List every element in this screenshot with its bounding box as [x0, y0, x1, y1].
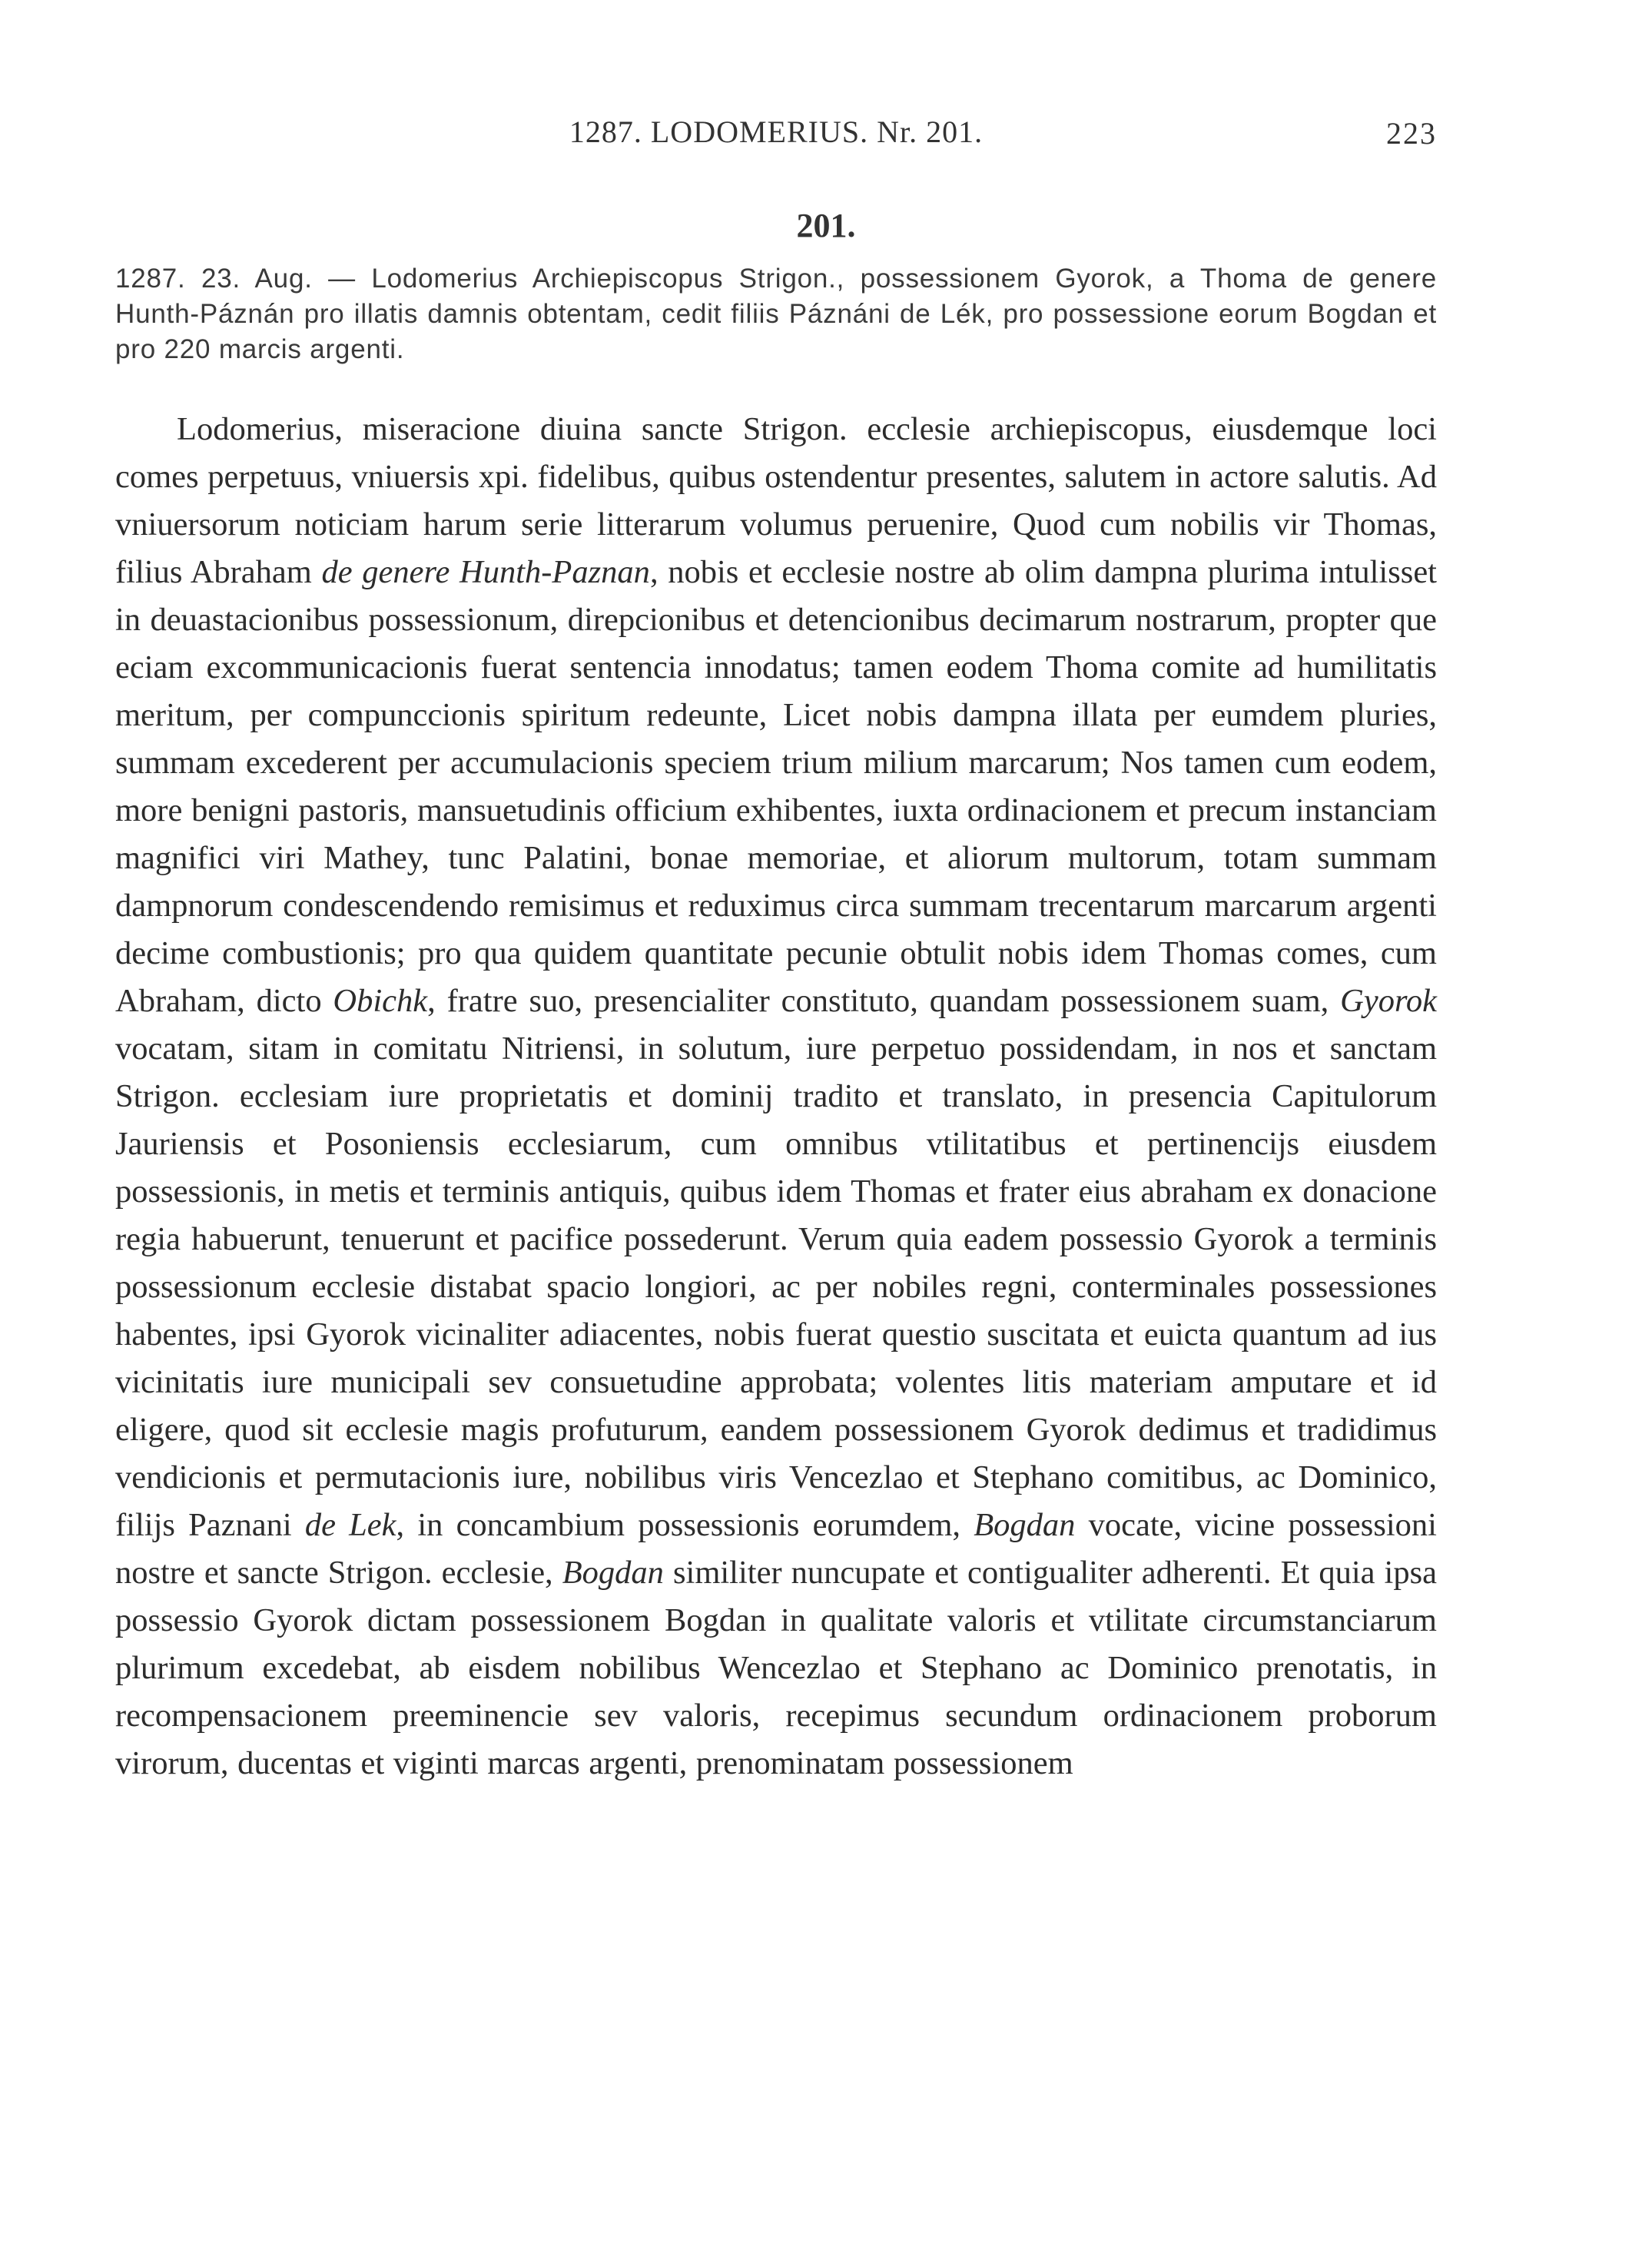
italic-place-name: Bogdan [562, 1555, 664, 1591]
charter-text-segment: , in concambium possessionis eorumdem, [396, 1507, 961, 1543]
charter-text-segment: similiter nuncupate et contigualiter adherenti. Et quia ipsa possessio Gyorok dictam possessionem Bogdan in qualitate valoris et vtilitate circumstanciarum plurimum excedebat, ab eisdem nobilibus Wencezlao et Stephano ac Dominico prenotatis, in recompensacionem preeminencie sev valoris, recepimus secundum ordinacionem proborum virorum, ducentas et viginti marcas argenti, prenominatam possessionem [115, 1555, 1438, 1781]
charter-text-segment: , nobis et ecclesie nostre ab olim dampna plurima intulisset in deuastacionibus possessionum, direpcionibus et detencionibus decimarum nostrarum, propter que eciam excommunicacionis fuerat sentencia innodatus; tamen eodem Thoma comite ad humilitatis meritum, per compunccionis spiritum redeunte, Licet nobis dampna illata per eumdem pluries, summam excederent per accumulacionis speciem trium milium marcarum; Nos tamen cum eodem, more benigni pastoris, mansuetudinis officium exhibentes, iuxta ordinacionem et precum instanciam magnifici viri Mathey, tunc Palatini, bonae memoriae, et aliorum multorum, totam summam dampnorum condescendendo remisimus et reduximus circa summam trecentarum marcarum argenti decime combustionis; pro qua quidem quantitate pecunie obtulit nobis idem Thomas comes, cum Abraham, dicto [115, 554, 1437, 1019]
running-head [115, 114, 1437, 160]
charter-text-segment: vocate, vicine possessioni nostre et sancte Strigon. ecclesie, [115, 1507, 1437, 1591]
document-number: 201. [796, 207, 856, 244]
italic-place-name: Gyorok [1340, 983, 1438, 1019]
running-title: 1287. LODOMERIUS. Nr. 201. [569, 115, 984, 149]
regest-summary: 1287. 23. Aug. — Lodomerius Archiepiscopus Strigon., possessionem Gyorok, a Thoma de genere Hunth-Páznán pro illatis damnis obtentam, cedit filiis Páznáni de Lék, pro possessione eorum Bogdan et pro 220 marcis argenti. [115, 264, 1437, 364]
charter-text-segment: vocatam, sitam in comitatu Nitriensi, in solutum, iure perpetuo possidendam, in nos et sanctam Strigon. ecclesiam iure proprietatis et dominij tradito et translato, in presencia Capitulorum Jauriensis et Posoniensis ecclesiarum, cum omnibus vtilitatibus et pertinencijs eiusdem possessionis, in metis et terminis antiquis, quibus idem Thomas et frater eius abraham ex donacione regia habuerunt, tenuerunt et pacifice possederunt. Verum quia eadem possessio Gyorok a terminis possessionum ecclesie distabat spacio longiori, ac per nobiles regni, conterminales possessiones habentes, ipsi Gyorok vicinaliter adiacentes, nobis fuerat questio suscitata et euicta quantum ad ius vicinitatis iure municipali sev consuetudine approbata; volentes litis materiam amputare et id eligere, quod sit ecclesie magis profuturum, eandem possessionem Gyorok dedimus et tradidimus vendicionis et permutacionis iure, nobilibus viris Vencezlao et Stephano comitibus, ac Dominico, filijs Paznani [115, 1031, 1437, 1543]
page-number: 223 [1386, 116, 1437, 151]
italic-place-name: Bogdan [974, 1507, 1076, 1543]
charter-text [115, 406, 1437, 1787]
italic-place-name: de Lek [304, 1507, 396, 1543]
italic-genus-name: de genere Hunth-Paznan [321, 554, 650, 590]
italic-person-name: Obichk [333, 983, 428, 1019]
charter-text-segment: Lodomerius, miseracione diuina sancte Strigon. ecclesie archiepiscopus, eiusdemque loci comes perpetuus, vniuersis xpi. fidelibus, quibus ostendentur presentes, salutem in actore salutis. Ad vniuersorum noticiam harum serie litterarum volumus peruenire, Quod cum nobilis vir Thomas, filius Abraham [115, 411, 1437, 590]
charter-text-segment: , fratre suo, presencialiter constituto, quandam possessionem suam, [427, 983, 1329, 1019]
